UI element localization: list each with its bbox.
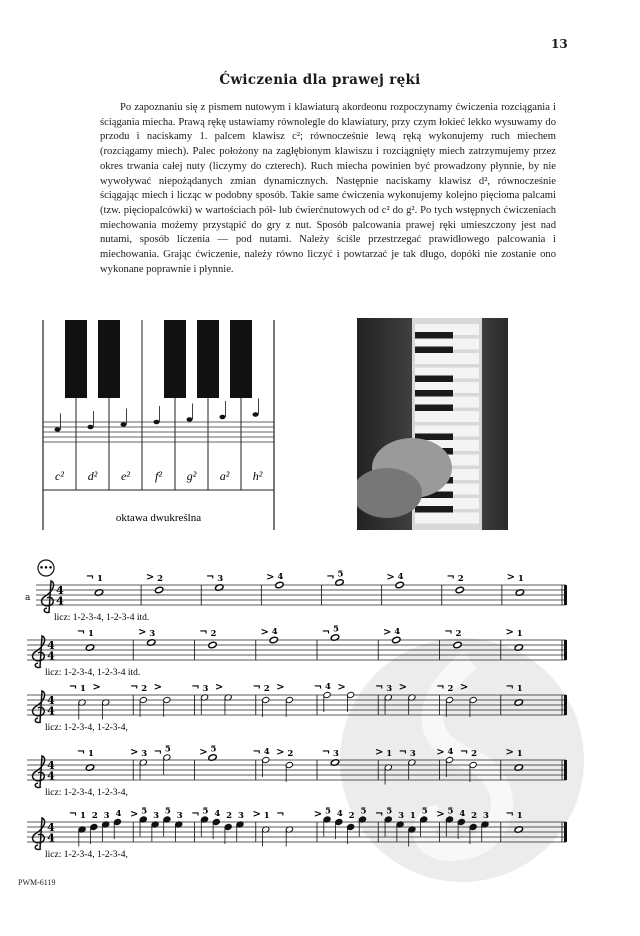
fingering-number: 3 [386,684,393,694]
fingering-number: 1 [80,811,86,821]
bellows-close-mark: > [276,747,285,758]
bellows-close-mark: > [505,747,514,758]
bellows-open-mark: ¬ [199,627,208,638]
bellows-close-mark: > [436,747,445,758]
diagram-note-head [121,422,127,427]
bellows-open-mark: ¬ [206,572,215,583]
bellows-open-mark: ¬ [505,809,514,820]
bellows-open-mark: ¬ [76,627,86,638]
fingering-number: 5 [164,806,171,817]
bellows-close-mark: > [398,682,408,693]
fingering-number: 1 [263,811,270,821]
fingering-number: 1 [516,629,523,639]
bellows-close-mark: > [436,809,445,820]
bellows-open-mark: ¬ [459,747,469,758]
fingering-number: 3 [409,749,416,759]
time-signature-top: 4 [56,584,64,597]
fingering-number: 2 [457,574,464,584]
note-f [395,581,404,589]
diagram-note-head [154,420,160,425]
black-key [98,320,120,398]
diagram-note-head [253,412,259,417]
fingering-number: 5 [386,806,393,817]
register-symbol: ••• [39,563,53,572]
fingering-number: 3 [398,811,405,821]
key-label-1: d² [87,469,98,483]
bellows-open-mark: ¬ [252,682,261,693]
fingering-number: 2 [287,749,294,759]
key-label-4: g² [186,469,197,483]
time-signature-bottom: 4 [47,649,55,663]
fingering-number: 3 [141,749,148,759]
treble-clef-icon [33,636,45,667]
treble-clef-icon [33,756,45,787]
fingering-number: 5 [202,806,209,817]
fingering-number: 5 [325,806,331,817]
treble-clef-icon [33,691,45,722]
bellows-open-mark: ¬ [191,682,200,693]
note-f [392,636,401,644]
fingering-number: 3 [217,574,224,584]
bellows-open-mark: ¬ [321,627,331,638]
fingering-number: 2 [141,684,148,694]
diagram-note-head [187,417,193,422]
fingering-number: 5 [141,806,148,817]
fingering-number: 2 [447,684,454,694]
bellows-close-mark: > [505,627,514,638]
fingering-number: 2 [226,811,233,821]
black-key [230,320,252,398]
fingering-number: 3 [153,811,160,821]
bellows-open-mark: ¬ [68,809,78,820]
fingering-number: 4 [336,809,343,819]
bellows-open-mark: ¬ [313,682,323,693]
bellows-close-mark: > [260,627,269,638]
diagram-note-head [55,427,61,432]
page-number: 13 [551,37,568,51]
fingering-number: 3 [176,811,183,821]
fingering-number: 4 [447,747,454,757]
diagram-note-head [88,425,94,430]
fingering-number: 5 [164,744,171,755]
bellows-close-mark: > [383,627,392,638]
fingering-number: 2 [263,684,270,694]
black-key [197,320,219,398]
fingering-number: 2 [157,574,164,584]
bellows-open-mark: ¬ [375,682,384,693]
counting-text: licz: 1-2-3-4, 1-2-3-4 itd. [54,613,150,623]
fingering-number: 1 [88,629,94,639]
bellows-open-mark: ¬ [321,747,331,758]
fingering-number: 1 [517,574,524,584]
fingering-number: 4 [325,682,331,692]
fingering-number: 4 [394,627,401,637]
fingering-number: 3 [149,629,156,639]
bellows-close-mark: > [92,682,101,693]
bellows-close-mark: > [145,572,155,583]
time-signature-bottom: 4 [47,831,55,845]
time-signature-bottom: 4 [47,704,55,718]
bellows-open-mark: ¬ [436,682,445,693]
fingering-number: 3 [237,811,244,821]
note-f [269,636,278,644]
bellows-open-mark: ¬ [505,682,514,693]
fingering-number: 1 [409,811,416,821]
time-signature-top: 4 [47,759,55,772]
bellows-open-mark: ¬ [398,747,408,758]
fingering-number: 5 [447,806,454,817]
fingering-number: 4 [277,572,284,582]
black-key [65,320,87,398]
treble-clef-icon [33,818,45,849]
time-signature-top: 4 [47,821,55,834]
bellows-close-mark: > [459,682,469,693]
staff-1 [36,570,566,624]
counting-text: licz: 1-2-3-4, 1-2-3-4, [45,850,128,860]
bellows-close-mark: > [276,682,285,693]
fingering-number: 5 [421,806,428,817]
key-label-3: f² [155,469,162,483]
fingering-number: 4 [115,809,122,819]
fingering-number: 5 [337,569,344,580]
fingering-number: 2 [210,629,217,639]
fingering-number: 1 [80,684,86,694]
counting-text: licz: 1-2-3-4, 1-2-3-4 itd. [45,668,141,678]
fingering-number: 3 [202,684,209,694]
key-label-6: h² [252,469,263,483]
bellows-open-mark: ¬ [375,809,384,820]
note-d [455,586,464,594]
fingering-number: 4 [214,809,221,819]
diagram-note-head [220,415,226,420]
fingering-number: 2 [471,811,478,821]
bellows-open-mark: ¬ [85,572,95,583]
bellows-open-mark: ¬ [276,809,285,820]
bellows-open-mark: ¬ [130,682,139,693]
fingering-number: 5 [360,806,367,817]
bellows-open-mark: ¬ [326,572,335,583]
bellows-open-mark: ¬ [68,682,78,693]
fingering-number: 2 [348,811,355,821]
bellows-close-mark: > [313,809,323,820]
bellows-close-mark: > [214,682,224,693]
note-d [208,641,217,649]
bellows-close-mark: > [130,747,139,758]
bellows-close-mark: > [138,627,147,638]
bellows-open-mark: ¬ [76,747,86,758]
counting-text: licz: 1-2-3-4, 1-2-3-4, [45,788,128,798]
fingering-number: 1 [386,749,393,759]
bellows-close-mark: > [506,572,516,583]
fingering-number: 1 [97,574,103,584]
bellows-close-mark: > [386,572,395,583]
fingering-number: 3 [333,749,339,759]
page-title: Ćwiczenia dla prawej ręki [219,72,421,88]
fingering-number: 4 [459,809,466,819]
bellows-open-mark: ¬ [191,809,200,820]
fingering-number: 1 [516,749,523,759]
key-label-0: c² [55,469,64,483]
bellows-close-mark: > [266,572,275,583]
bellows-close-mark: > [153,682,163,693]
fingering-number: 2 [91,811,98,821]
bellows-close-mark: > [375,747,384,758]
fingering-number: 1 [516,684,523,694]
bellows-close-mark: > [337,682,346,693]
counting-text: licz: 1-2-3-4, 1-2-3-4, [45,723,128,733]
instruction-paragraph: Po zapoznaniu się z pismem nutowym i klawiaturą akordeonu rozpoczynamy ćwiczenia rozciągania i ściągania miecha. Prawą rękę ustawiamy równolegle do klawiatury, przy czym łokieć lekko wysuwamy do przodu i naciskamy 1. palcem klawisz c²; równocześnie lewą ręką wykonujemy ruch miechem (rozciągamy miech). Palec położony na zagłębionym klawiszu i rozciągnięty miech zatrzymujemy przez okres trwania całej nuty (liczymy do czterech). Ruch miecha powinien być prowadzony płynnie, by nie wywoływać niepożądanych zmian dynamicznych. Następnie naciskamy klawisz d², równocześnie ściągając miech i licząc w podobny sposób. Takie same ćwiczenia wykonujemy kolejno pięcioma palcami (tzw. pięciopalcówki) w wartościach pół- lub ćwierćnutowych od c² do g². Po tych wstępnych ćwiczeniach miechowania możemy przystąpić do gry z nut. Sposób palcowania prawej ręki umieszczony jest nad nutami, sposób liczenia — pod nutami. Należy ściśle przestrzegać prawidłowego palcowania i miechowania. Grając ćwiczenie, należy równo liczyć i powtarzać je tak długo, dopóki nie zostanie ono wykonane poprawnie i płynnie. [100,102,556,275]
fingering-number: 2 [455,629,462,639]
bellows-open-mark: ¬ [252,747,261,758]
fingering-number: 4 [263,747,270,757]
exercise-staves [25,560,566,860]
fingering-number: 3 [103,811,110,821]
note-f [275,581,284,589]
key-label-2: e² [121,469,130,483]
fingering-number: 4 [397,572,404,582]
bellows-open-mark: ¬ [446,572,455,583]
fingering-number: 5 [210,744,217,755]
keyboard-diagram [43,320,274,530]
bellows-close-mark: > [252,809,261,820]
bellows-close-mark: > [199,747,208,758]
octave-caption: oktawa dwukreślna [115,512,202,524]
fingering-number: 2 [471,749,478,759]
key-label-5: a² [219,469,230,483]
time-signature-top: 4 [47,694,55,707]
bellows-open-mark: ¬ [444,627,453,638]
treble-clef-icon [42,581,54,612]
fingering-number: 1 [88,749,94,759]
bellows-close-mark: > [130,809,139,820]
fingering-number: 4 [271,627,278,637]
black-key [164,320,186,398]
fingering-number: 3 [482,811,489,821]
note-d [154,586,163,594]
fingering-number: 1 [516,811,523,821]
catalog-number: PWM-6119 [18,878,56,887]
time-signature-bottom: 4 [56,594,64,608]
exercise-label: a [25,593,31,603]
bellows-open-mark: ¬ [153,747,163,758]
time-signature-bottom: 4 [47,769,55,783]
fingering-number: 5 [333,624,339,635]
time-signature-top: 4 [47,639,55,652]
